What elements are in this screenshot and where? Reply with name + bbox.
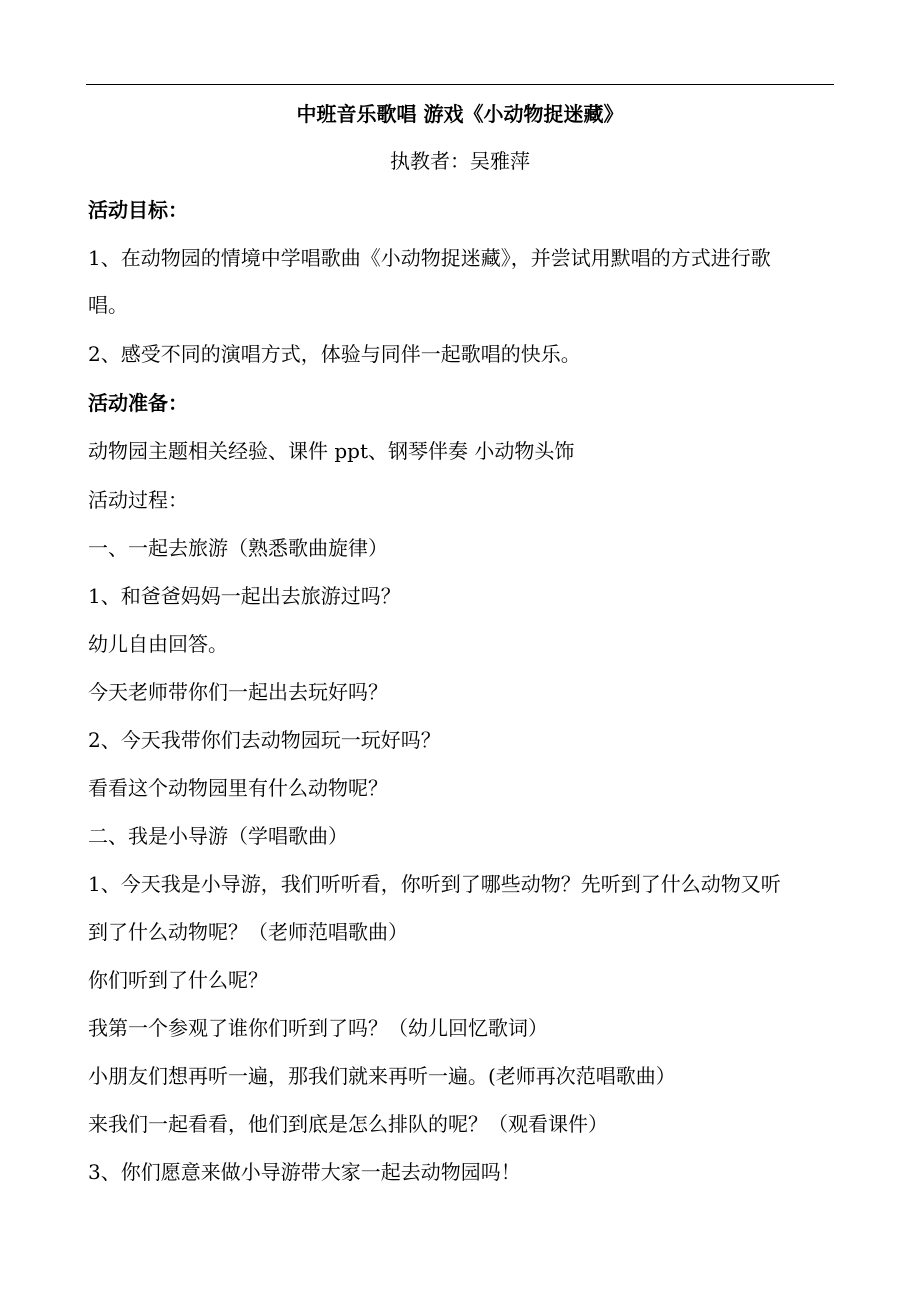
section-1-question-2b: 看看这个动物园里有什么动物呢？: [88, 776, 388, 800]
author-line: 执教者：吴雅萍: [390, 149, 530, 173]
section-2-line-c: 你们听到了什么呢？: [88, 968, 268, 992]
goal-1-line-1: 1、在动物园的情境中学唱歌曲《小动物捉迷藏》，并尝试用默唱的方式进行歌: [88, 246, 771, 270]
goal-2: 2、感受不同的演唱方式，体验与同伴一起歌唱的快乐。: [88, 342, 581, 366]
section-2-item-3: 3、你们愿意来做小导游带大家一起去动物园吗！: [88, 1160, 521, 1184]
section-1-question-2: 2、今天我带你们去动物园玩一玩好吗？: [88, 728, 441, 752]
goals-heading: 活动目标：: [88, 198, 188, 222]
header-rule: [86, 84, 834, 85]
section-2-item-1-line-2: 到了什么动物呢？（老师范唱歌曲）: [88, 920, 408, 944]
section-1-question-1b: 今天老师带你们一起出去玩好吗？: [88, 680, 388, 704]
section-2-line-d: 我第一个参观了谁你们听到了吗？（幼儿回忆歌词）: [88, 1016, 548, 1040]
section-1-question-1: 1、和爸爸妈妈一起出去旅游过吗？: [88, 584, 401, 608]
section-2-line-f: 来我们一起看看，他们到底是怎么排队的呢？（观看课件）: [88, 1112, 608, 1136]
section-2-item-1-line-1: 1、今天我是小导游，我们听听看，你听到了哪些动物？先听到了什么动物又听: [88, 872, 781, 896]
goal-1-line-2: 唱。: [88, 293, 128, 317]
section-1-answer: 幼儿自由回答。: [88, 632, 228, 656]
prep-heading: 活动准备：: [88, 391, 188, 415]
section-2-heading: 二、我是小导游（学唱歌曲）: [88, 824, 348, 848]
page-title: 中班音乐歌唱 游戏《小动物捉迷藏》: [296, 102, 624, 126]
process-heading: 活动过程：: [88, 488, 188, 512]
section-1-heading: 一、一起去旅游（熟悉歌曲旋律）: [88, 536, 388, 560]
section-2-line-e: 小朋友们想再听一遍，那我们就来再听一遍。(老师再次范唱歌曲）: [88, 1064, 676, 1088]
prep-text: 动物园主题相关经验、课件 ppt、钢琴伴奏 小动物头饰: [88, 439, 575, 463]
